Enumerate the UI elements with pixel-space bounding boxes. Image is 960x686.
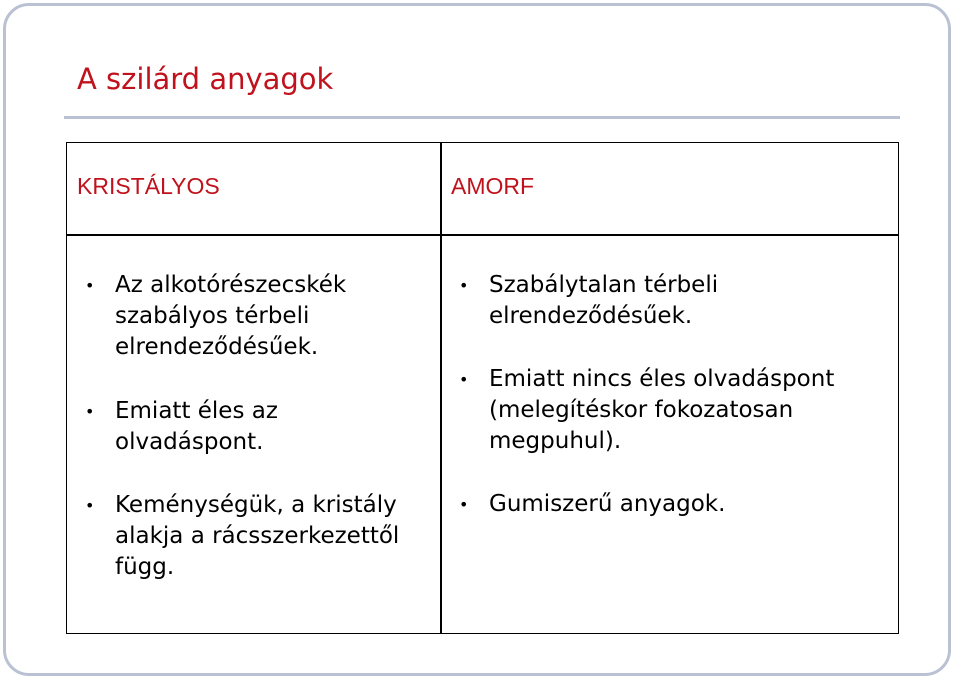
header-amorf: AMORF [451,173,535,199]
header-divider [67,234,898,236]
list-item [83,396,433,458]
title-divider [64,116,900,119]
kristalyos-list [83,270,433,615]
bullet-dot-icon: • [85,276,95,295]
list-item-text: Emiatt nincs éles olvadáspont (melegítéskor fokozatosan megpuhul). [489,366,835,454]
comparison-table [66,142,899,634]
list-item [457,364,895,457]
header-kristalyos: KRISTÁLYOS [77,173,220,199]
list-item-text: Emiatt éles az olvadáspont. [115,398,278,455]
bullet-dot-icon: • [459,370,469,389]
column-divider [440,143,442,633]
list-item-text: Keménységük, a kristály alakja a rácsszerkezettől függ. [115,492,400,580]
list-item [457,489,895,520]
list-item-text: Gumiszerű anyagok. [489,491,726,517]
list-item-text: Az alkotórészecskék szabályos térbeli elrendeződésűek. [115,272,347,360]
bullet-dot-icon: • [459,495,469,514]
list-item [457,270,895,332]
list-item [83,270,433,363]
list-item [83,490,433,583]
list-item-text: Szabálytalan térbeli elrendeződésűek. [489,272,719,329]
bullet-dot-icon: • [85,402,95,421]
amorf-list [457,270,895,552]
bullet-dot-icon: • [85,496,95,515]
bullet-dot-icon: • [459,276,469,295]
slide-title: A szilárd anyagok [77,62,334,96]
